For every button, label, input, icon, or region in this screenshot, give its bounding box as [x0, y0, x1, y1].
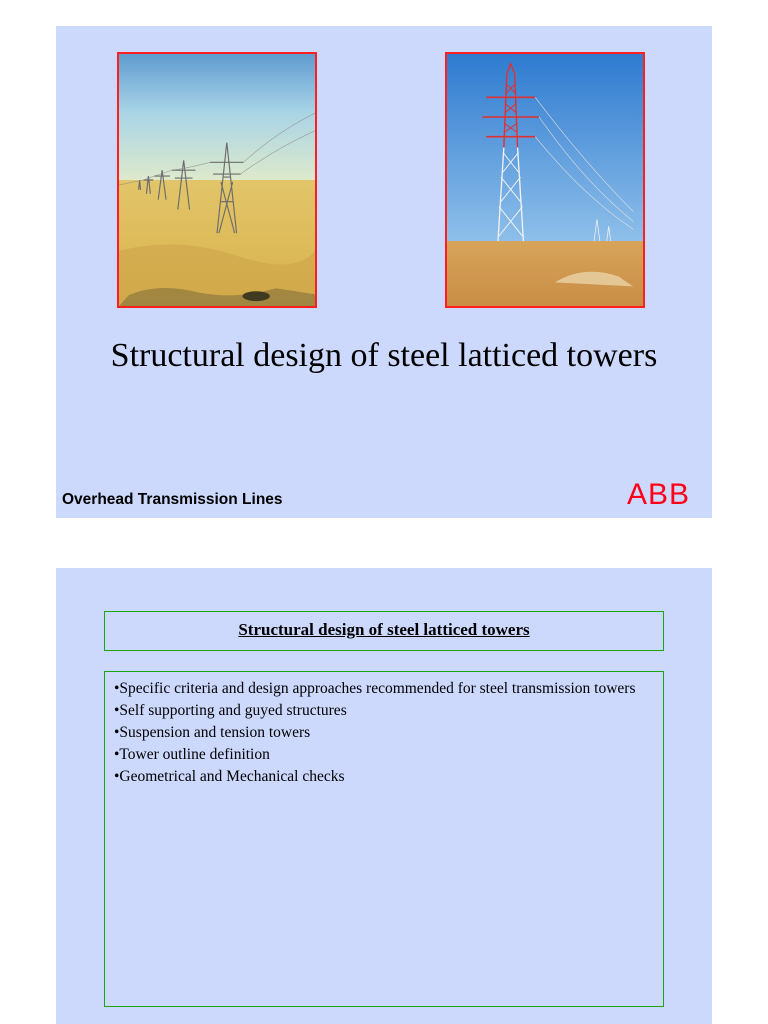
- bullet-list: [105, 672, 663, 788]
- content-slide: [56, 568, 712, 1024]
- bullet-item: •Self supporting and guyed structures: [114, 702, 347, 719]
- bullet-box: [104, 671, 664, 1007]
- desert-transmission-line-photo: [117, 52, 317, 308]
- bullet-item: •Geometrical and Mechanical checks: [114, 768, 345, 785]
- footer-text: Overhead Transmission Lines: [62, 491, 283, 508]
- bullet-item: •Tower outline definition: [114, 746, 270, 763]
- bullet-item: •Specific criteria and design approaches recommended for steel transmission towers: [114, 680, 636, 697]
- slide-title: Structural design of steel latticed towers: [110, 337, 658, 374]
- title-slide: [56, 26, 712, 518]
- red-white-tower-photo: [445, 52, 645, 308]
- content-heading: Structural design of steel latticed towers: [238, 620, 530, 639]
- abb-logo: ABB: [626, 478, 690, 511]
- bullet-item: •Suspension and tension towers: [114, 724, 311, 741]
- heading-box: [104, 611, 664, 651]
